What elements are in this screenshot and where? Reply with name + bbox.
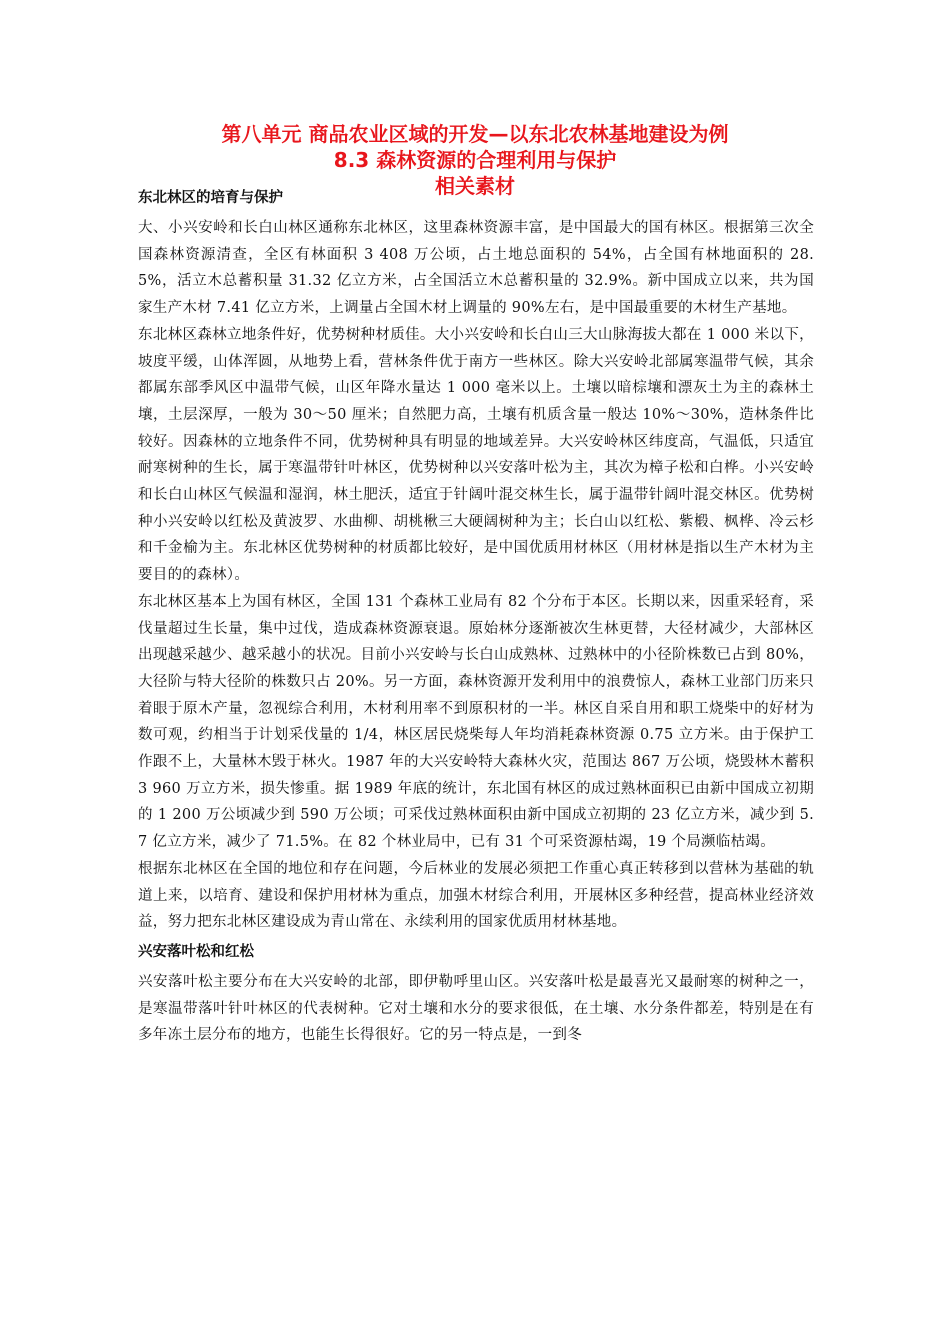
paragraph: 根据东北林区在全国的地位和存在问题，今后林业的发展必须把工作重心真正转移到以营林为基础的轨道上来，以培育、建设和保护用材林为重点，加强木材综合利用，开展林区多种经营，提高林业经济效益，努力把东北林区建设成为青山常在、永续利用的国家优质用材林基地。 bbox=[138, 860, 814, 931]
lesson-title: 8.3 森林资源的合理利用与保护 bbox=[333, 148, 617, 172]
section-heading-forest-protection: 东北林区的培育与保护 bbox=[138, 190, 283, 206]
paragraph: 东北林区基本上为国有林区，全国 131 个森林工业局有 82 个分布于本区。长期以来，因重采轻育，采伐量超过生长量，集中过伐，造成森林资源衰退。原始林分逐渐被次生林更替，大径材减少，大部林区出现越采越少、越采越小的状况。目前小兴安岭与长白山成熟林、过熟林中的小径阶株数已占到 80%，大径阶与特大径阶的株数只占 20%。另一方面，森林资源开发利用中的浪费惊人，森林工业部门历来只着眼于原木产量，忽视综合利用，木材利用率不到原积材的一半。林区自采自用和职工烧柴中的好材为数可观，约相当于计划采伐量的 1/4，林区居民烧柴每人年均消耗森林资源 0.75 立方米。由于保护工作跟不上，大量林木毁于林火。1987 年的大兴安岭特大森林火灾，范围达 867 万公顷，烧毁林木蓄积 3 960 万立方米，损失惨重。据 1989 年底的统计，东北国有林区的成过熟林面积已由新中国成立初期的 1 200 万公顷减少到 590 万公顷；可采伐过熟林面积由新中国成立初期的 23 亿立方米，减少到 5.7 亿立方米，减少了 71.5%。在 82 个林业局中，已有 31 个可采资源枯竭，19 个局濒临枯竭。 bbox=[138, 593, 814, 851]
paragraph: 大、小兴安岭和长白山林区通称东北林区，这里森林资源丰富，是中国最大的国有林区。根据第三次全国森林资源清查，全区有林面积 3 408 万公顷，占土地总面积的 54%，占全国有林地面积的 28.5%，活立木总蓄积量 31.32 亿立方米，占全国活立木总蓄积量的 32.9%。新中国成立以来，共为国家生产木材 7.41 亿立方米，上调量占全国木材上调量的 90%左右，是中国最重要的木材生产基地。 bbox=[138, 220, 814, 317]
unit-title: 第八单元 商品农业区域的开发—以东北农林基地建设为例 bbox=[221, 122, 729, 146]
document-body bbox=[138, 188, 814, 1049]
material-subtitle: 相关素材 bbox=[435, 174, 515, 198]
section-heading-larch-pine: 兴安落叶松和红松 bbox=[138, 943, 254, 960]
paragraph: 东北林区森林立地条件好，优势树种材质佳。大小兴安岭和长白山三大山脉海拔大都在 1 000 米以下，坡度平缓，山体浑圆，从地势上看，营林条件优于南方一些林区。除大兴安岭北部属寒温带气候，其余都属东部季风区中温带气候，山区年降水量达 1 000 毫米以上。土壤以暗棕壤和漂灰土为主的森林土壤，土层深厚，一般为 30～50 厘米；自然肥力高，土壤有机质含量一般达 10%～30%，造林条件比较好。因森林的立地条件不同，优势树种具有明显的地域差异。大兴安岭林区纬度高，气温低，只适宜耐寒树种的生长，属于寒温带针叶林区，优势树种以兴安落叶松为主，其次为樟子松和白桦。小兴安岭和长白山林区气候温和湿润，林土肥沃，适宜于针阔叶混交林生长，属于温带针阔叶混交林区。优势树种小兴安岭以红松及黄波罗、水曲柳、胡桃楸三大硬阔树种为主；长白山以红松、紫椴、枫桦、冷云杉和千金榆为主。东北林区优势树种的材质都比较好，是中国优质用材林区（用材林是指以生产木材为主要目的的森林）。 bbox=[138, 326, 814, 584]
paragraph: 兴安落叶松主要分布在大兴安岭的北部，即伊勒呼里山区。兴安落叶松是最喜光又最耐寒的树种之一，是寒温带落叶针叶林区的代表树种。它对土壤和水分的要求很低，在土壤、水分条件都差，特别是在有多年冻土层分布的地方，也能生长得很好。它的另一特点是，一到冬 bbox=[138, 973, 814, 1044]
